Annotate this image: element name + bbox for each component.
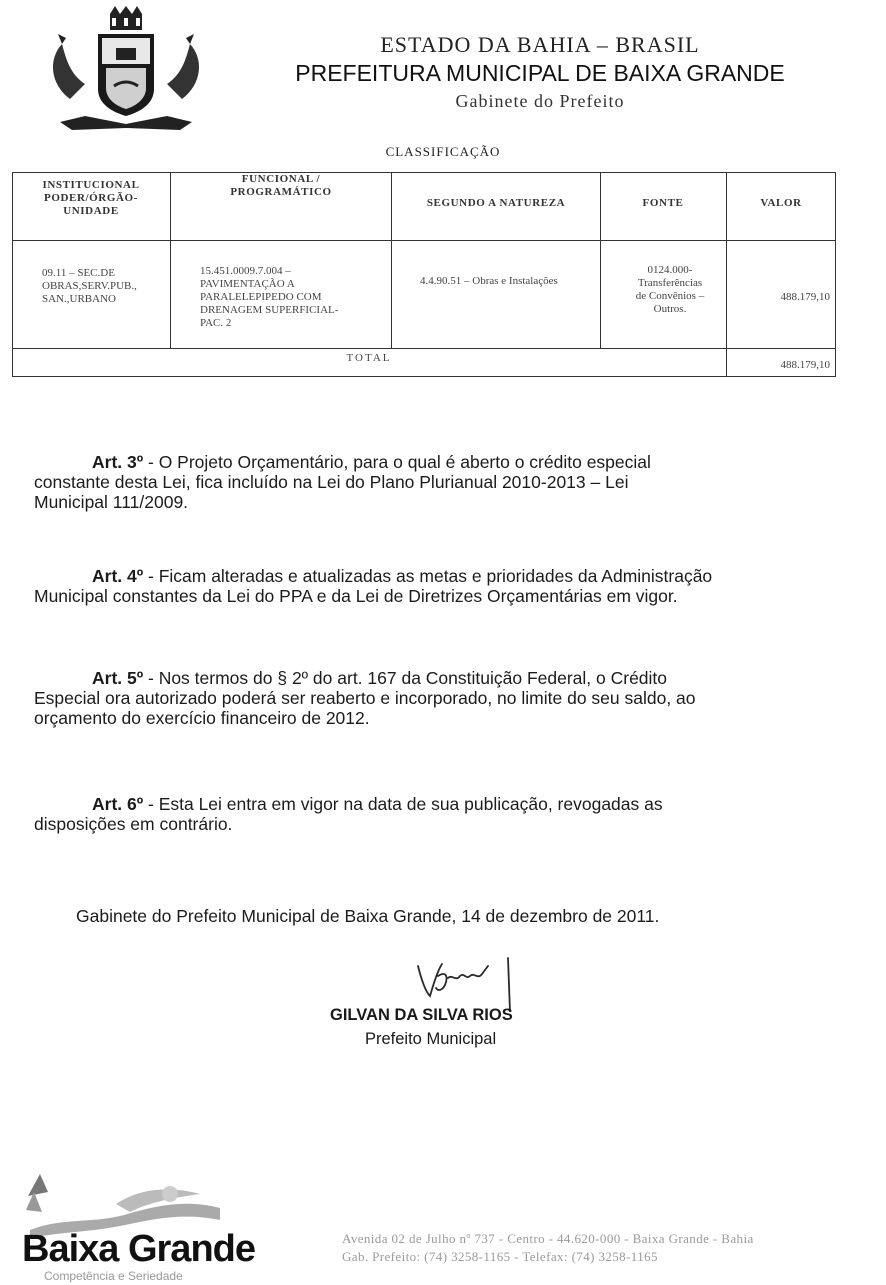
article-label: Art. 6º <box>92 794 144 814</box>
row-nature: 4.4.90.51 – Obras e Instalações <box>420 275 558 287</box>
header-value: VALOR <box>760 197 802 209</box>
closing-line: Gabinete do Prefeito Municipal de Baixa Grande, 14 de dezembro de 2011. <box>76 906 660 926</box>
footer-phone: Gab. Prefeito: (74) 3258-1165 - Telefax: (74) 3258-1165 <box>342 1249 658 1264</box>
total-label: TOTAL <box>346 352 392 364</box>
row-source: 0124.000- Transferências de Convênios – Outros. <box>635 264 705 315</box>
classification-title: CLASSIFICAÇÃO <box>385 144 501 159</box>
header-functional: FUNCIONAL / PROGRAMÁTICO <box>230 173 332 198</box>
article-4: Art. 4º - Ficam alteradas e atualizadas as metas e prioridades da Administração Municipal constantes da Lei do PPA e da Lei de Diretrizes Orçamentárias em vigor. <box>34 566 713 606</box>
row-functional: 15.451.0009.7.004 – PAVIMENTAÇÃO A PARALELEPIPEDO COM DRENAGEM SUPERFICIAL- PAC. 2 <box>200 265 339 329</box>
signatory-role: Prefeito Municipal <box>365 1030 497 1048</box>
logo-tagline: Competência e Seriedade <box>44 1269 183 1283</box>
article-5: Art. 5º - Nos termos do § 2º do art. 167 da Constituição Federal, o Crédito Especial ora autorizado poderá ser reaberto e incorporado, no limite do seu saldo, ao orçamento do exercício financeiro de 2012. <box>34 668 696 728</box>
header-nature: SEGUNDO A NATUREZA <box>426 197 566 209</box>
article-3: Art. 3º - O Projeto Orçamentário, para o qual é aberto o crédito especial constante desta Lei, fica incluído na Lei do Plano Plurianual 2010-2013 – Lei Municipal 111/2009. <box>34 452 651 512</box>
handwritten-signature <box>408 952 518 1012</box>
total-value: 488.179,10 <box>780 359 830 371</box>
header-institutional: INSTITUCIONAL PODER/ÓRGÃO- UNIDADE <box>42 179 140 217</box>
coat-of-arms-emblem <box>40 4 212 132</box>
header-source: FONTE <box>642 197 684 209</box>
article-label: Art. 4º <box>92 566 144 586</box>
footer-address: Avenida 02 de Julho nº 737 - Centro - 44.620-000 - Baixa Grande - Bahia <box>342 1231 754 1246</box>
row-institutional: 09.11 – SEC.DE OBRAS,SERV.PUB., SAN.,URBANO <box>42 267 137 305</box>
municipality-title: PREFEITURA MUNICIPAL DE BAIXA GRANDE <box>295 60 785 86</box>
article-label: Art. 3º <box>92 452 144 472</box>
logo-wordmark: Baixa Grande <box>22 1228 255 1270</box>
classification-table <box>12 172 836 378</box>
article-6: Art. 6º - Esta Lei entra em vigor na data de sua publicação, revogadas as disposições em contrário. <box>34 794 663 834</box>
office-subtitle: Gabinete do Prefeito <box>455 91 625 111</box>
row-value: 488.179,10 <box>780 291 830 303</box>
state-title: ESTADO DA BAHIA – BRASIL <box>380 32 700 57</box>
article-label: Art. 5º <box>92 668 144 688</box>
signatory-name: GILVAN DA SILVA RIOS <box>330 1006 513 1024</box>
